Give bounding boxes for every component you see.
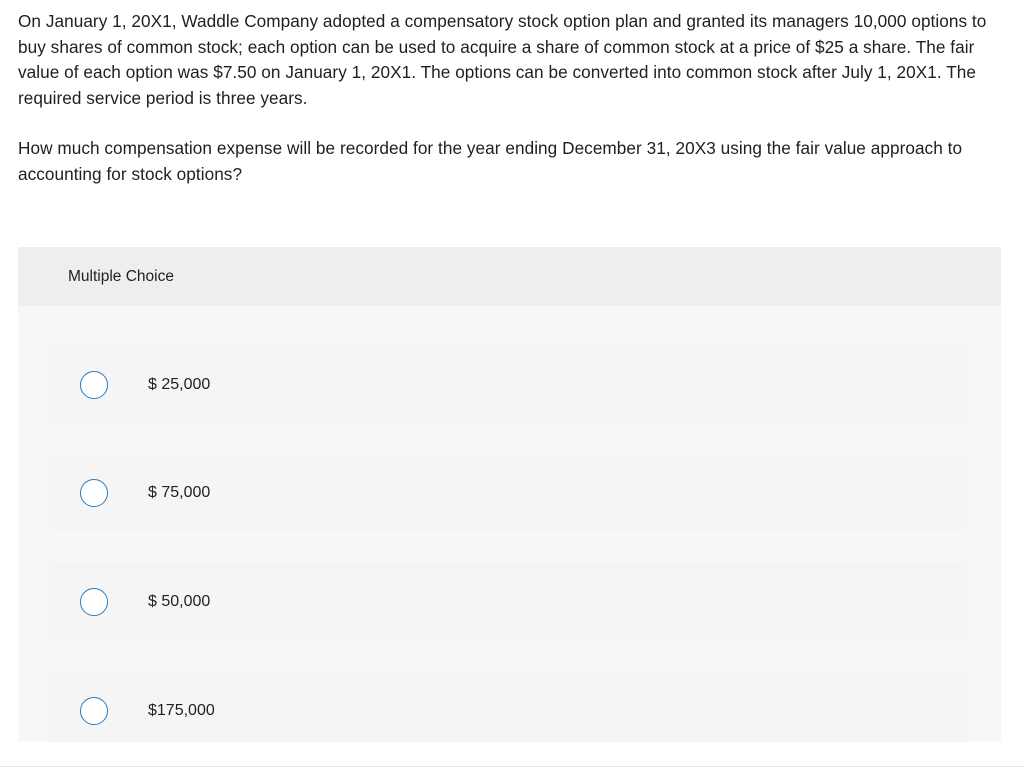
multiple-choice-panel xyxy=(18,247,1001,742)
footer-divider xyxy=(0,766,1024,767)
radio-button-1[interactable] xyxy=(80,371,108,399)
multiple-choice-options xyxy=(18,306,1001,742)
radio-button-4[interactable] xyxy=(80,697,108,725)
question-text xyxy=(18,9,1008,187)
answer-option-2[interactable] xyxy=(49,454,967,532)
radio-button-2[interactable] xyxy=(80,479,108,507)
answer-option-label: $ 50,000 xyxy=(148,593,211,610)
question-paragraph-2: How much compensation expense will be recorded for the year ending December 31, 20X3 using the fair value approach to accounting for stock options? xyxy=(18,138,963,184)
answer-option-3[interactable] xyxy=(49,563,967,641)
answer-option-label: $175,000 xyxy=(148,702,215,719)
answer-option-4[interactable] xyxy=(49,672,967,742)
radio-button-3[interactable] xyxy=(80,588,108,616)
multiple-choice-header: Multiple Choice xyxy=(18,247,1001,306)
answer-option-label: $ 75,000 xyxy=(148,484,211,501)
answer-option-1[interactable] xyxy=(49,346,967,424)
answer-option-label: $ 25,000 xyxy=(148,376,211,393)
question-paragraph-1: On January 1, 20X1, Waddle Company adopted a compensatory stock option plan and granted its managers 10,000 options to buy shares of common stock; each option can be used to acquire a share of common stock at a price of $25 a share. The fair value of each option was $7.50 on January 1, 20X1. The options can be converted into common stock after July 1, 20X1. The required service period is three years. xyxy=(18,11,987,108)
